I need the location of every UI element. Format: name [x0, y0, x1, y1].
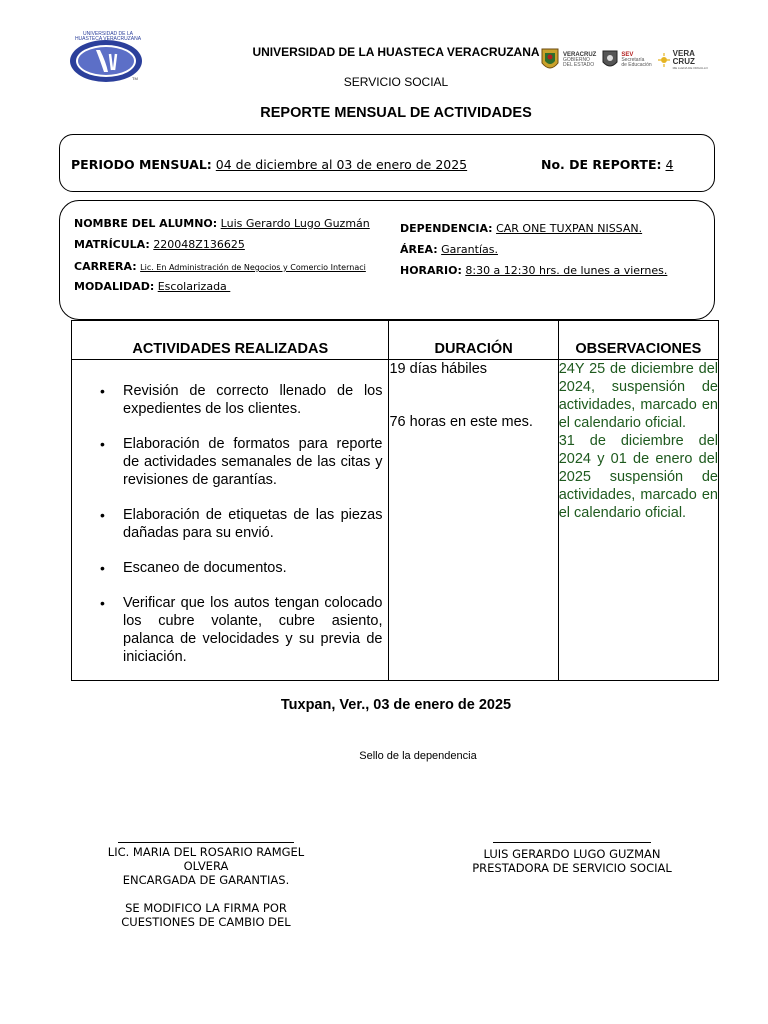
signature-left [100, 842, 312, 930]
signer-right-role: PRESTADORA DE SERVICIO SOCIAL [472, 861, 672, 875]
service-title: SERVICIO SOCIAL [343, 75, 449, 89]
list-item: • Elaboración de etiquetas de las piezas dañadas para su envió. [100, 507, 383, 541]
stamp-label: Sello de la dependencia [359, 750, 477, 762]
activities-list [72, 360, 388, 666]
observation-1: 24Y 25 de diciembre del 2024, suspensión de actividades, marcado en el calendario oficial. [558, 361, 718, 431]
bullet-icon: • [100, 383, 105, 399]
signature-line-right [493, 842, 651, 843]
period-field [71, 157, 467, 172]
horario-label: HORARIO: [400, 264, 462, 277]
report-number-field [541, 157, 673, 172]
svg-text:TM: TM [132, 76, 138, 81]
period-value: 04 de diciembre al 03 de enero de 2025 [215, 157, 468, 172]
date-location: Tuxpan, Ver., 03 de enero de 2025 [280, 697, 512, 713]
matricula-field [74, 238, 245, 251]
sev-line2: Secretaría [621, 57, 645, 63]
dependencia-label: DEPENDENCIA: [400, 222, 493, 235]
carrera-field [74, 260, 390, 273]
student-info-box [59, 200, 715, 320]
signature-right [440, 842, 704, 875]
bullet-icon: • [100, 436, 105, 452]
horario-field [400, 264, 667, 277]
signer-left-name: LIC. MARIA DEL ROSARIO RAMGEL OLVERA [107, 845, 305, 873]
modalidad-value: Escolarizada [157, 280, 231, 293]
duration-days: 19 días hábiles [389, 361, 488, 377]
veracruz-brand-logo [658, 50, 708, 70]
report-title: REPORTE MENSUAL DE ACTIVIDADES [260, 105, 532, 121]
bullet-icon: • [100, 507, 105, 523]
bullet-icon: • [100, 595, 105, 611]
area-field [400, 243, 498, 256]
university-logo-text: UNIVERSIDAD DE LA HUASTECA VERACRUZANA [74, 31, 142, 42]
sev-line1: SEV [621, 52, 634, 58]
list-item: • Escaneo de documentos. [100, 560, 287, 576]
university-name: UNIVERSIDAD DE LA HUASTECA VERACRUZANA [252, 45, 540, 59]
veracruz-gobierno-line2: GOBIERNO [563, 57, 590, 63]
veracruz-brand-line2: CRUZ [672, 57, 695, 66]
activities-cell [72, 360, 389, 681]
list-item: • Revisión de correcto llenado de los expedientes de los clientes. [100, 383, 383, 417]
matricula-value: 220048Z136625 [153, 238, 245, 251]
report-number-value: 4 [665, 157, 674, 172]
modalidad-label: MODALIDAD: [74, 280, 155, 293]
header-activities: ACTIVIDADES REALIZADAS [72, 321, 389, 360]
duration-hours: 76 horas en este mes. [389, 414, 533, 430]
signer-right-name: LUIS GERARDO LUGO GUZMAN [483, 847, 661, 861]
modalidad-field [74, 280, 230, 293]
horario-value: 8:30 a 12:30 hrs. de lunes a viernes. [465, 264, 668, 277]
area-value: Garantías. [441, 243, 498, 256]
duration-cell [389, 360, 558, 681]
observations-cell [558, 360, 718, 681]
veracruz-brand-line3: ME LLENA DE ORGULLO [672, 66, 708, 70]
observation-2: 31 de diciembre del 2024 y 01 de enero del 2025 suspensión de actividades, marcado en el calendario oficial. [558, 433, 718, 521]
dependencia-value: CAR ONE TUXPAN NISSAN. [496, 222, 643, 235]
period-label: PERIODO MENSUAL: [71, 157, 212, 172]
list-item: • Verificar que los autos tengan colocado los cubre volante, cubre asiento, palanca de velocidades y su previa de iniciación. [100, 595, 383, 665]
signature-line-left [118, 842, 294, 843]
report-number-label: No. DE REPORTE: [541, 157, 662, 172]
sev-line3: de Educación [621, 62, 652, 68]
student-name-value: Luis Gerardo Lugo Guzmán [220, 217, 370, 230]
bullet-icon: • [100, 560, 105, 576]
area-label: ÁREA: [400, 243, 438, 256]
student-name-field [74, 217, 370, 230]
signer-left-note: SE MODIFICO LA FIRMA POR CUESTIONES DE CAMBIO DEL [121, 901, 291, 929]
header-duration: DURACIÓN [389, 321, 558, 360]
list-item: • Elaboración de formatos para reporte de actividades semanales de las citas y revisiones de garantías. [100, 436, 383, 488]
veracruz-gobierno-line3: DEL ESTADO [563, 62, 595, 68]
student-name-label: NOMBRE DEL ALUMNO: [74, 217, 218, 230]
activities-table [71, 320, 719, 681]
carrera-value: Lic. En Administración de Negocios y Comercio Internaci [140, 263, 366, 272]
sun-icon [658, 53, 670, 67]
carrera-label: CARRERA: [74, 260, 137, 273]
header-observations: OBSERVACIONES [558, 321, 718, 360]
period-box [59, 134, 715, 192]
matricula-label: MATRÍCULA: [74, 238, 150, 251]
university-logo [66, 30, 146, 86]
signer-left-role: ENCARGADA DE GARANTIAS. [122, 873, 290, 887]
veracruz-gobierno-line1: VERACRUZ [563, 52, 597, 58]
dependencia-field [400, 222, 642, 235]
veracruz-brand-line1: VERA [672, 49, 695, 58]
